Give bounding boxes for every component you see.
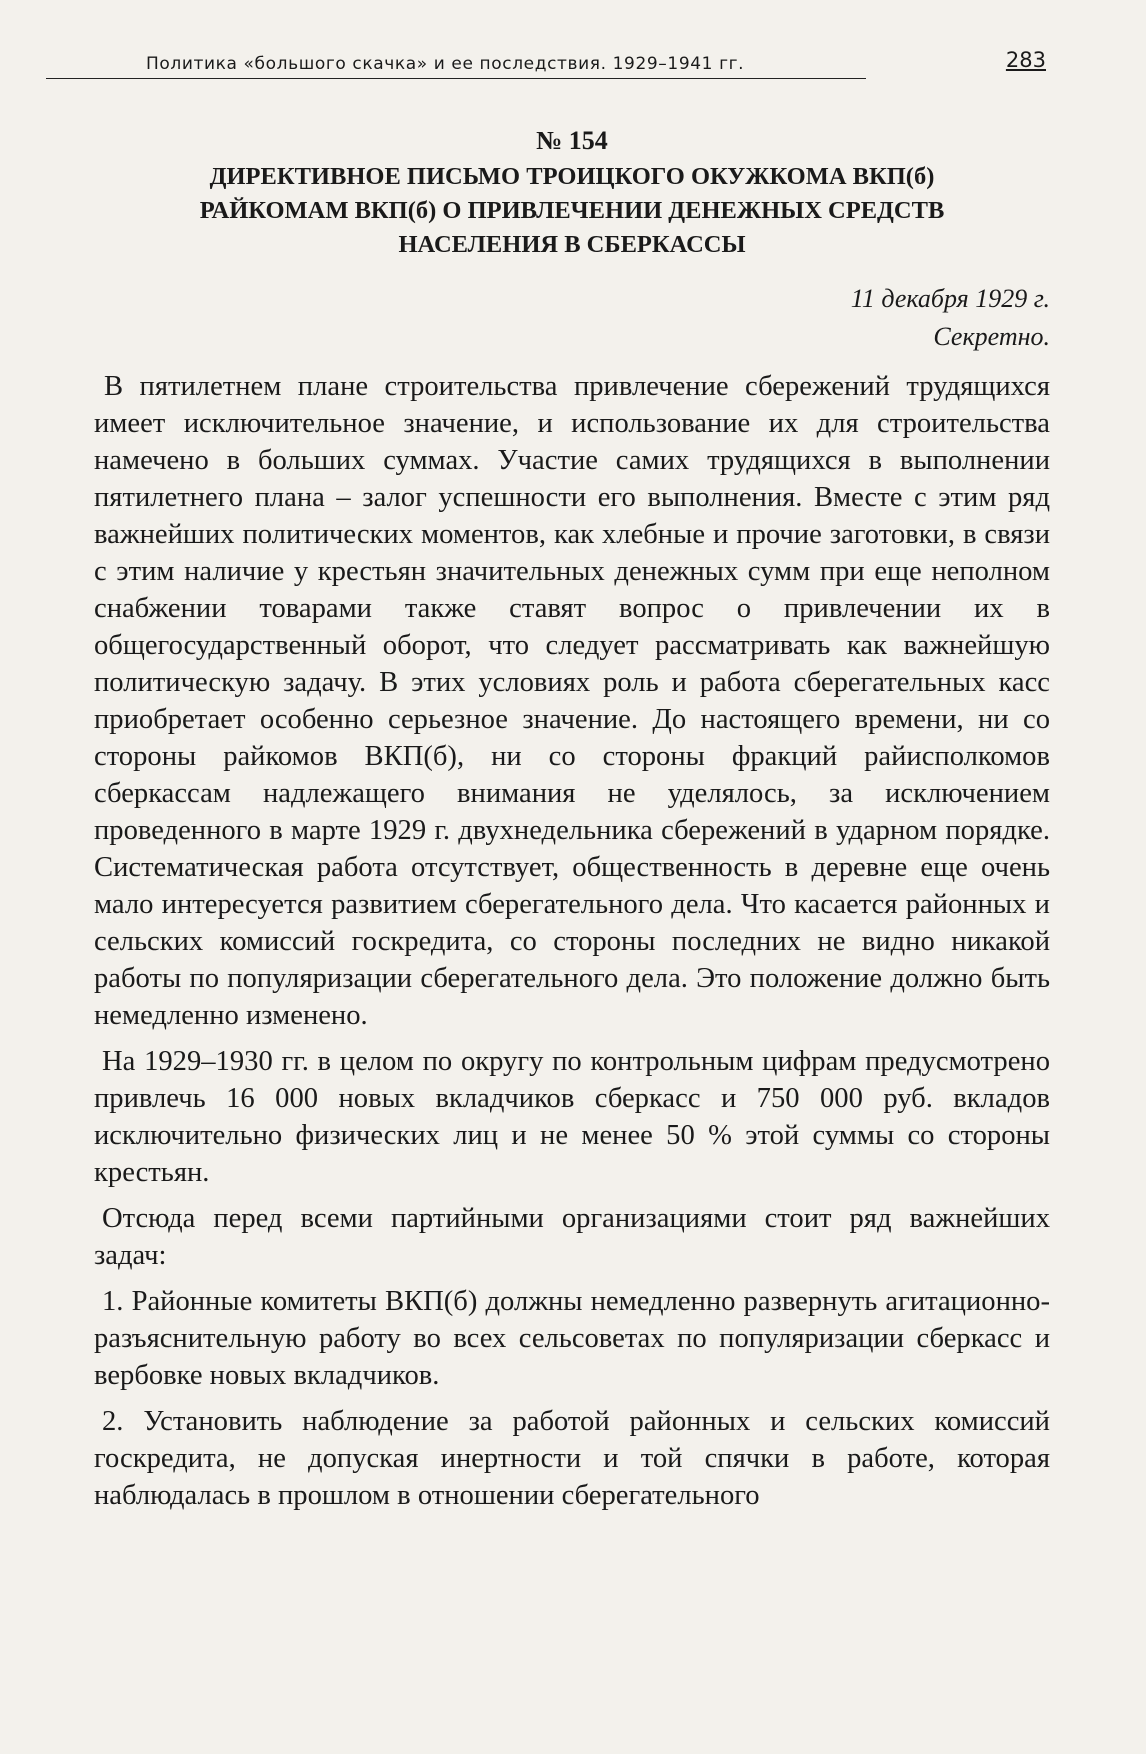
classification-mark: Секретно. [933, 322, 1050, 351]
paragraph: Отсюда перед всеми партийными организациями стоит ряд важнейших задач: [94, 1203, 1050, 1271]
document-title [94, 160, 1050, 262]
document-number: № 154 [536, 126, 608, 155]
running-header [46, 48, 1046, 82]
title-line: НАСЕЛЕНИЯ В СБЕРКАССЫ [398, 231, 746, 258]
document-date: 11 декабря 1929 г. [850, 284, 1050, 313]
list-item: 2. Установить наблюдение за работой районных и сельских комиссий госкредита, не допуская инертности и той спячки в работе, которая наблюдалась в прошлом в отношении сберегательного [94, 1406, 1050, 1511]
title-line: РАЙКОМАМ ВКП(б) О ПРИВЛЕЧЕНИИ ДЕНЕЖНЫХ СРЕДСТВ [199, 197, 945, 224]
header-rule [46, 78, 866, 79]
paragraph: На 1929–1930 гг. в целом по округу по контрольным цифрам предусмотрено привлечь 16 000 новых вкладчиков сберкасс и 750 000 руб. вкладов исключительно физических лиц и не менее 50 % этой суммы со стороны крестьян. [94, 1046, 1050, 1188]
title-line: ДИРЕКТИВНОЕ ПИСЬМО ТРОИЦКОГО ОКУЖКОМА ВКП(б) [209, 163, 935, 190]
running-title: Политика «большого скачка» и ее последствия. 1929–1941 гг. [146, 54, 745, 74]
document-body [94, 124, 1050, 1514]
list-item: 1. Районные комитеты ВКП(б) должны немедленно развернуть агитационно-разъяснительную работу во всех сельсоветах по популяризации сберкасс и вербовке новых вкладчиков. [94, 1286, 1050, 1391]
page-number: 283 [1005, 48, 1046, 72]
paragraph: В пятилетнем плане строительства привлечение сбережений трудящихся имеет исключительное значение, и использование их для строительства намечено в больших суммах. Участие самих трудящихся в выполнении пятилетнего плана – залог успешности его выполнения. Вместе с этим ряд важнейших политических моментов, как хлебные и прочие заготовки, в связи с этим наличие у крестьян значительных денежных сумм при еще неполном снабжении товарами также ставят вопрос о привлечении их в общегосударственный оборот, что следует рассматривать как важнейшую политическую задачу. В этих условиях роль и работа сберегательных касс приобретает особенно серьезное значение. До настоящего времени, ни со стороны райкомов ВКП(б), ни со стороны фракций райисполкомов сберкассам надлежащего внимания не уделялось, за исключением проведенного в марте 1929 г. двухнедельника сбережений в ударном порядке. Систематическая работа отсутствует, общественность в деревне еще очень мало интересуется развитием сберегательного дела. Что касается районных и сельских комиссий госкредита, со стороны последних не видно никакой работы по популяризации сберегательного дела. Это положение должно быть немедленно изменено. [94, 371, 1050, 1031]
